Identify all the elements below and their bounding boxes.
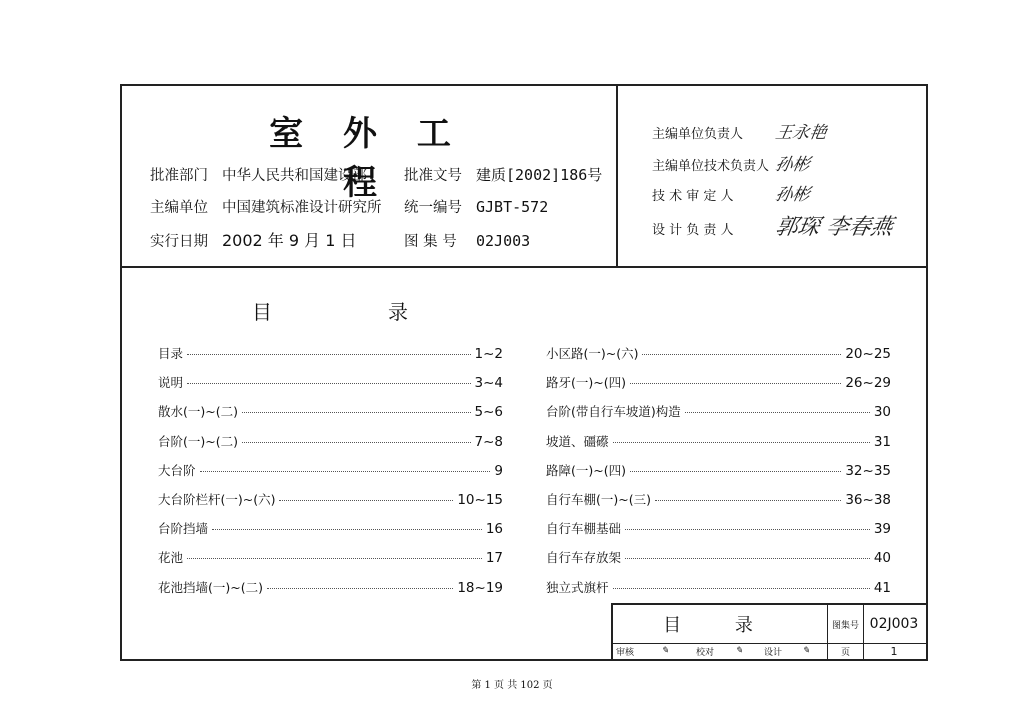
toc-entry-pages: 20~25 xyxy=(845,346,891,362)
leader-dots xyxy=(630,471,841,472)
toc-entry[interactable] xyxy=(546,548,891,577)
leader-dots xyxy=(187,558,482,559)
toc-entry-pages: 3~4 xyxy=(474,375,503,392)
signature: 王永艳 xyxy=(773,123,829,143)
chief-unit: 中国建筑标准设计研究所 xyxy=(222,200,382,216)
toc-entry[interactable] xyxy=(158,548,503,577)
toc-entry-title: 台阶(带自行车坡道)构造 xyxy=(546,404,681,420)
toc-heading-left: 目 xyxy=(252,300,272,324)
header-info xyxy=(122,86,618,266)
toc-entry-pages: 26~29 xyxy=(845,375,891,392)
toc-column-left xyxy=(158,344,503,607)
toc-entry-title: 路牙(一)~(四) xyxy=(546,375,626,391)
design-signature: ✎ xyxy=(785,643,828,659)
leader-dots xyxy=(613,442,870,443)
responsible-row xyxy=(652,180,810,205)
leader-dots xyxy=(212,529,482,530)
toc-entry-title: 坡道、礓礤 xyxy=(546,433,609,449)
responsible-label: 设 计 负 责 人 xyxy=(652,223,734,238)
toc-entry-pages: 9 xyxy=(494,462,503,479)
toc-entry-pages: 40 xyxy=(873,550,891,567)
signature: 孙彬 xyxy=(773,185,812,205)
leader-dots xyxy=(200,471,491,472)
toc-entry-pages: 30 xyxy=(873,404,891,421)
leader-dots xyxy=(642,354,841,355)
toc-entry-title: 路障(一)~(四) xyxy=(546,462,626,478)
leader-dots xyxy=(242,442,471,443)
toc-entry[interactable] xyxy=(158,490,503,519)
signature: 郭琛 李春燕 xyxy=(773,215,895,240)
toc-entry[interactable] xyxy=(158,344,503,373)
approval-doc-label: 批准文号 xyxy=(404,168,462,184)
title-block xyxy=(611,603,926,659)
toc-entry-pages: 10~15 xyxy=(457,491,503,508)
toc-entry[interactable] xyxy=(158,432,503,461)
leader-dots xyxy=(613,588,870,589)
meta-row-date xyxy=(150,228,626,251)
approval-dept: 中华人民共和国建设部 xyxy=(222,168,367,184)
leader-dots xyxy=(242,412,471,413)
leader-dots xyxy=(267,588,453,589)
leader-dots xyxy=(625,529,870,530)
toc-entry-title: 自行车棚(一)~(三) xyxy=(546,491,651,507)
approval-dept-label: 批准部门 xyxy=(150,168,208,184)
page-value: 1 xyxy=(890,644,898,658)
responsibles-panel xyxy=(618,86,926,266)
header-divider xyxy=(122,266,926,268)
leader-dots xyxy=(685,412,870,413)
toc-entry-title: 花池 xyxy=(158,550,184,566)
page-label: 页 xyxy=(828,643,864,659)
toc-entry[interactable] xyxy=(546,490,891,519)
check-signature: ✎ xyxy=(735,646,743,656)
leader-dots xyxy=(655,500,841,501)
responsible-label: 主编单位负责人 xyxy=(652,127,744,142)
toc-entry-pages: 18~19 xyxy=(457,579,503,596)
unified-no-label: 统一编号 xyxy=(404,200,462,216)
title-block-atlas-value: 02J003 xyxy=(869,616,919,632)
toc-entry[interactable] xyxy=(546,373,891,402)
review-signature: ✎ xyxy=(661,646,669,656)
toc-entry-pages: 36~38 xyxy=(845,491,891,508)
toc-entry[interactable] xyxy=(546,402,891,431)
toc-entry[interactable] xyxy=(158,519,503,548)
toc-entry-title: 花池挡墙(一)~(二) xyxy=(158,579,263,595)
toc-heading-right: 录 xyxy=(388,300,408,324)
toc-entry[interactable] xyxy=(158,461,503,490)
chief-unit-label: 主编单位 xyxy=(150,200,208,216)
leader-dots xyxy=(279,500,453,501)
atlas-no: 02J003 xyxy=(476,232,531,250)
toc-entry-pages: 5~6 xyxy=(474,404,503,421)
toc-entry[interactable] xyxy=(158,402,503,431)
toc-entry-pages: 31 xyxy=(873,433,891,450)
page-title: 室 外 工 程 xyxy=(269,114,465,203)
toc-column-right xyxy=(546,344,891,607)
meta-row-unit xyxy=(150,196,626,217)
toc-entry[interactable] xyxy=(546,461,891,490)
toc-entry-pages: 32~35 xyxy=(845,462,891,479)
toc-entry-pages: 1~2 xyxy=(474,346,503,362)
leader-dots xyxy=(625,558,870,559)
toc-entry-title: 自行车棚基础 xyxy=(546,521,622,537)
toc-entry-pages: 16 xyxy=(485,521,503,538)
responsible-row xyxy=(652,118,827,143)
toc-entry-title: 说明 xyxy=(158,375,184,391)
review-label: 审核 xyxy=(615,647,634,658)
drawing-frame xyxy=(120,84,928,661)
toc-entry-title: 散水(一)~(二) xyxy=(158,404,238,420)
check-label: 校对 xyxy=(695,647,714,658)
toc-entry[interactable] xyxy=(546,519,891,548)
leader-dots xyxy=(187,354,470,355)
design-label: 设计 xyxy=(763,647,782,658)
effective-date-label: 实行日期 xyxy=(150,234,208,250)
title-block-name: 目 录 xyxy=(613,605,828,643)
toc-entry-title: 自行车存放架 xyxy=(546,550,622,566)
responsible-label: 主编单位技术负责人 xyxy=(652,159,770,174)
toc-entry-title: 台阶(一)~(二) xyxy=(158,433,238,449)
signature: 孙彬 xyxy=(773,155,812,175)
effective-date: 2002 年 9 月 1 日 xyxy=(222,231,357,250)
title-block-atlas-label: 图集号 xyxy=(828,605,864,643)
responsible-label: 技 术 审 定 人 xyxy=(652,189,734,204)
leader-dots xyxy=(630,383,841,384)
toc-entry-pages: 39 xyxy=(873,521,891,538)
responsible-row xyxy=(652,210,893,241)
toc-entry-pages: 7~8 xyxy=(474,433,503,450)
page-footer: 第 1 页 共 102 页 xyxy=(471,680,553,691)
toc-entry[interactable] xyxy=(546,344,891,373)
approval-doc: 建质[2002]186号 xyxy=(476,166,603,184)
leader-dots xyxy=(187,383,470,384)
toc-entry-title: 台阶挡墙 xyxy=(158,521,209,537)
toc-entry-title: 小区路(一)~(六) xyxy=(546,346,639,361)
toc-entry[interactable] xyxy=(158,578,503,607)
atlas-no-label: 图 集 号 xyxy=(404,234,457,250)
toc-entry[interactable] xyxy=(546,432,891,461)
toc-entry-title: 大台阶栏杆(一)~(六) xyxy=(158,491,276,507)
toc-entry-title: 目录 xyxy=(158,346,184,361)
toc-entry-title: 独立式旗杆 xyxy=(546,579,609,595)
toc-entry-title: 大台阶 xyxy=(158,462,196,478)
unified-no: GJBT-572 xyxy=(476,198,549,216)
meta-row-approval xyxy=(150,164,626,185)
toc-entry-pages: 17 xyxy=(485,550,503,567)
responsible-row xyxy=(652,150,810,175)
toc-entry-pages: 41 xyxy=(873,579,891,596)
toc-entry[interactable] xyxy=(158,373,503,402)
